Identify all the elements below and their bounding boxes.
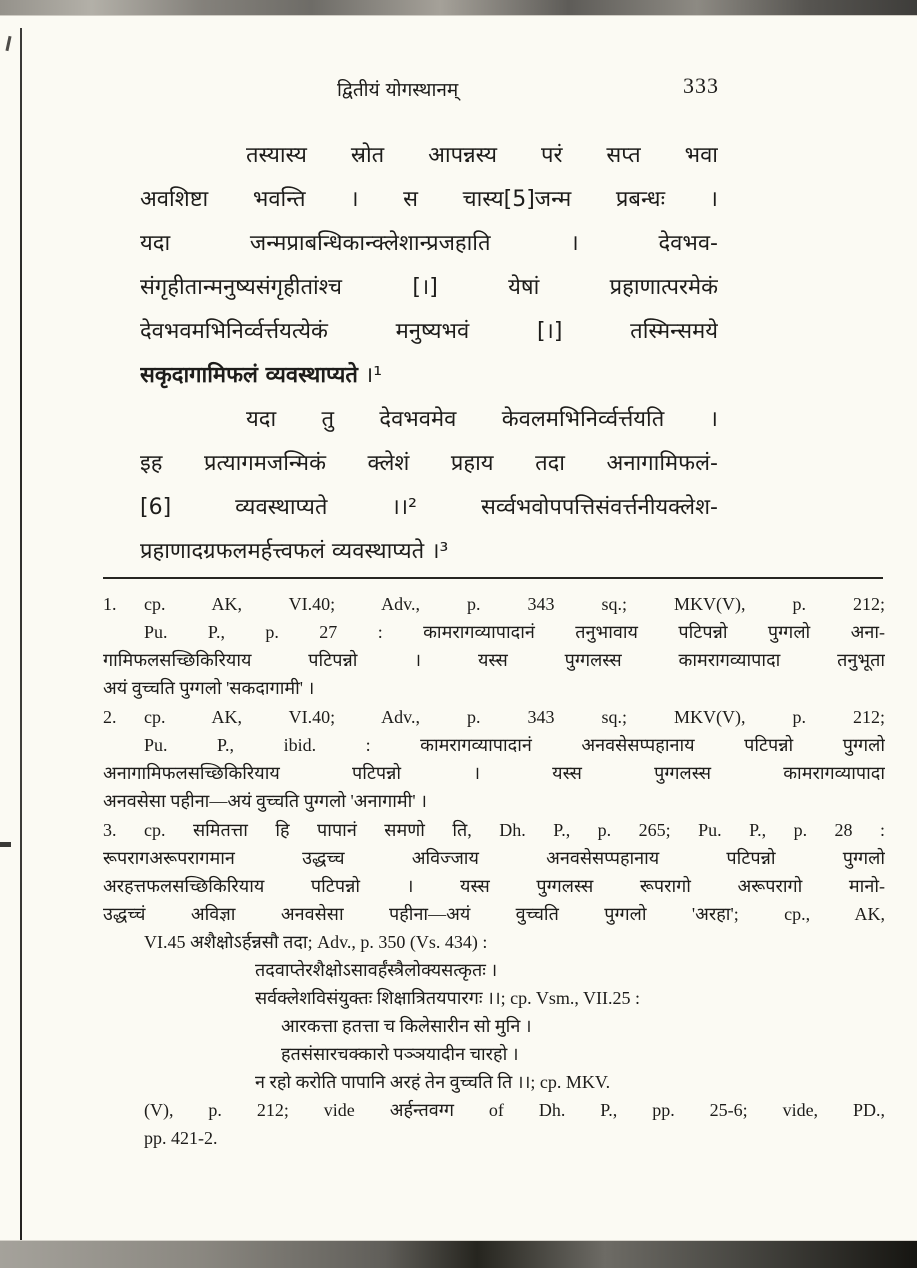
footnote-3 <box>103 816 885 1152</box>
footnote-2 <box>103 703 885 815</box>
footnote-line: गामिफलसच्छिकिरियाय पटिपन्नो । यस्स पुग्गलस्स कामरागव्यापादा तनुभूता <box>103 650 885 670</box>
footnote-number: 2. <box>103 707 117 727</box>
body-line: यदा तु देवभवमेव केवलमभिनिर्व्वर्त्तयति । <box>246 407 718 432</box>
footnote-number: 1. <box>103 594 117 614</box>
body-line: संगृहीतान्मनुष्यसंगृहीतांश्च [।] येषां प्रहाणात्परमेकं <box>140 275 718 300</box>
body-line-bold <box>140 354 718 398</box>
scan-mark-mid-left <box>0 842 11 847</box>
footnote-line: अयं वुच्चति पुग्गलो 'सकदागामी' । <box>103 678 315 698</box>
body-line: देवभवमभिनिर्व्वर्त्तयत्येकं मनुष्यभवं [।] तस्मिन्समये <box>140 319 718 344</box>
binding-spine-line <box>20 28 22 1240</box>
scan-mark-top-left <box>5 36 11 51</box>
body-line: प्रहाणादग्रफलमर्हत्त्वफलं व्यवस्थाप्यते ।³ <box>140 539 449 564</box>
body-line: तस्यास्य स्रोत आपन्नस्य परं सप्त भवा <box>246 143 718 168</box>
body-paragraph-2 <box>140 398 718 574</box>
footnote-line <box>103 590 885 618</box>
footnote-line: pp. 421-2. <box>144 1128 218 1148</box>
footnote-separator-rule <box>103 577 883 579</box>
body-line: यदा जन्मप्राबन्धिकान्क्लेशान्प्रजहाति । देवभव- <box>140 231 718 256</box>
page-number: 333 <box>683 73 719 98</box>
footnotes-section <box>103 590 885 1153</box>
body-line: अवशिष्टा भवन्ति । स चास्य[5]जन्म प्रबन्धः । <box>140 187 718 212</box>
footnote-line: (V), p. 212; vide अर्हन्तवग्ग of Dh. P., pp. 25-6; vide, PD., <box>144 1100 885 1120</box>
footnote-line: अनागामिफलसच्छिकिरियाय पटिपन्नो । यस्स पुग्गलस्स कामरागव्यापादा <box>103 763 885 783</box>
footnote-verse-line: आरकत्ता हतत्ता च किलेसारीन सो मुनि । <box>281 1016 532 1036</box>
footnote-verse-line: तदवाप्तेरशैक्षोऽसावर्हंस्त्रैलोक्यसत्कृतः । <box>255 960 498 980</box>
scan-torn-edge-top <box>0 0 917 16</box>
footnote-text: cp. AK, VI.40; Adv., p. 343 sq.; MKV(V), p. 212; <box>144 707 885 727</box>
footnote-text: cp. AK, VI.40; Adv., p. 343 sq.; MKV(V), p. 212; <box>144 594 885 614</box>
body-text <box>140 134 718 574</box>
body-line: [6] व्यवस्थाप्यते ।।² सर्व्वभवोपपत्तिसंवर्त्तनीयक्लेश- <box>140 495 718 520</box>
footnote-line: उद्धच्चं अविज्ञा अनवसेसा पहीना—अयं वुच्चति पुग्गलो 'अरहा'; cp., AK, <box>103 904 885 924</box>
footnote-1 <box>103 590 885 702</box>
footnote-line: VI.45 अशैक्षोऽर्हन्नसौ तदा; Adv., p. 350 (Vs. 434) : <box>144 932 488 952</box>
running-header-title: द्वितीयं योगस्थानम् <box>337 79 459 101</box>
footnote-verse-line: सर्वक्लेशविसंयुक्तः शिक्षात्रितयपारगः ।।; cp. Vsm., VII.25 : <box>255 988 641 1008</box>
footnote-line <box>103 816 885 844</box>
body-paragraph-1 <box>140 134 718 398</box>
footnote-line: Pu. P., p. 27 : कामरागव्यापादानं तनुभावाय पटिपन्नो पुग्गलो अना- <box>144 622 885 642</box>
scan-torn-edge-bottom <box>0 1240 917 1268</box>
footnote-line: अरहत्तफलसच्छिकिरियाय पटिपन्नो । यस्स पुग्गलस्स रूपरागो अरूपरागो मानो- <box>103 876 885 896</box>
footnote-line <box>103 703 885 731</box>
footnote-verse-line: न रहो करोति पापानि अरहं तेन वुच्चति ति ।।; cp. MKV. <box>255 1072 611 1092</box>
footnote-number: 3. <box>103 820 117 840</box>
bold-term: सकृदागामिफलं व्यवस्थाप्यते <box>140 363 358 388</box>
footnote-line: Pu. P., ibid. : कामरागव्यापादानं अनवसेसप्पहानाय पटिपन्नो पुग्गलो <box>144 735 885 755</box>
footnote-text: cp. समितत्ता हि पापानं समणो ति, Dh. P., p. 265; Pu. P., p. 28 : <box>144 820 885 840</box>
footnote-line: रूपरागअरूपरागमान उद्धच्च अविज्जाय अनवसेसप्पहानाय पटिपन्नो पुग्गलो <box>103 848 885 868</box>
danda-and-footnote-ref-1: ।¹ <box>357 363 383 388</box>
footnote-verse-line: हतसंसारचक्कारो पञ्ञयादीन चारहो । <box>281 1044 519 1064</box>
footnote-line: अनवसेसा पहीना—अयं वुच्चति पुग्गलो 'अनागामी' । <box>103 791 427 811</box>
body-line: इह प्रत्यागमजन्मिकं क्लेशं प्रहाय तदा अनागामिफलं- <box>140 451 718 476</box>
